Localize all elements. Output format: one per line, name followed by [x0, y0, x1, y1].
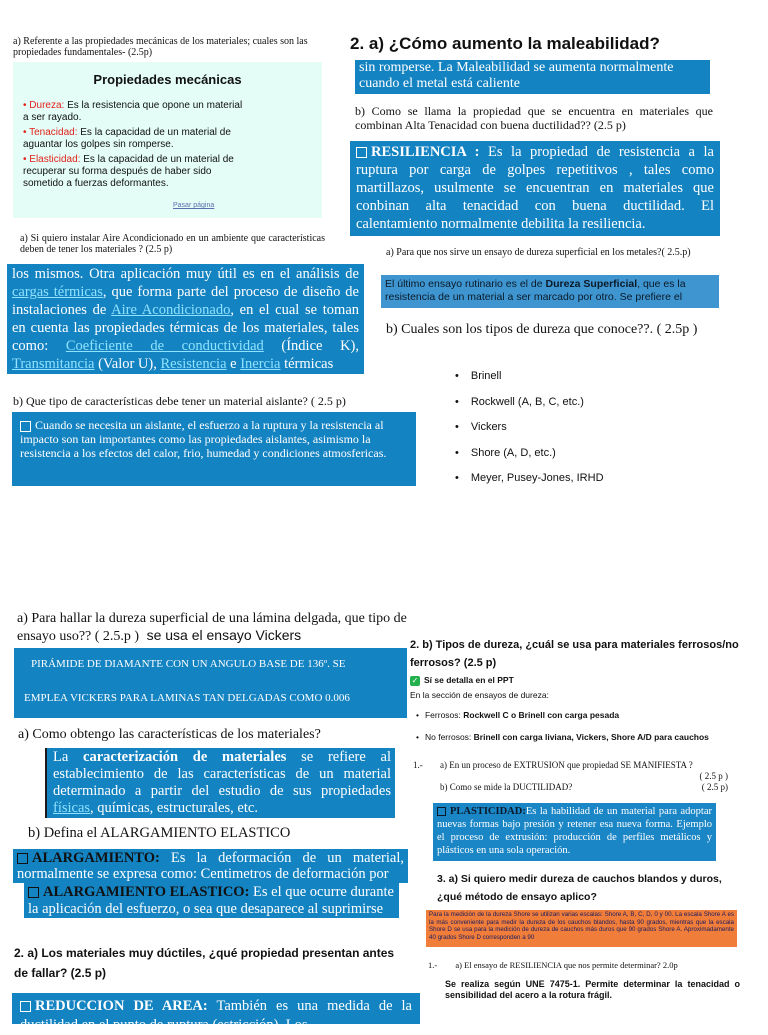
- slide-list: [23, 100, 248, 189]
- question-extrusion: [413, 760, 728, 800]
- item-label: Ferrosos:: [424, 709, 464, 720]
- question-alargamiento: b) Defina el ALARGAMIENTO ELASTICO: [28, 825, 291, 841]
- answer-reduccion-area: [12, 993, 420, 1033]
- checkbox-icon: [356, 147, 367, 158]
- answer-text: térmicas: [280, 356, 334, 372]
- answer-une-7475: [445, 979, 740, 1001]
- term-alargamiento-elastico: ALARGAMIENTO ELASTICO:: [43, 884, 250, 900]
- answer-caracterizacion: [45, 748, 395, 818]
- answer-text: los mismos. Otra aplicación muy útil es en el análisis de: [12, 266, 359, 282]
- answer-text: se refiere al establecimiento de las características de un material determinado a partir del estudio de sus propiedades: [53, 749, 391, 799]
- heading-maleabilidad: 2. a) ¿Cómo aumento la maleabilidad?: [350, 34, 660, 53]
- term-dureza: Dureza:: [29, 100, 65, 111]
- term-elasticidad: Elasticidad:: [29, 154, 81, 166]
- link-cargas-termicas[interactable]: cargas térmicas: [12, 284, 103, 300]
- checkbox-icon: [437, 807, 446, 816]
- list-item: • Shore (A, D, etc.): [455, 446, 556, 459]
- link-inercia[interactable]: Inercia: [240, 356, 281, 372]
- question-caracteristicas: a) Como obtengo las características de los materiales?: [18, 727, 321, 742]
- question-text: b) Como se llama la propiedad que se encuentra en materiales que combinan Alta Tenacidad con buena ductilidad?? (2.5 p): [355, 104, 713, 132]
- answer-dureza-superficial: [381, 275, 719, 308]
- question-text: a) Para hallar la dureza superficial de una lámina delgada, que tipo de ensayo uso?? ( 2.5.p ): [17, 611, 407, 644]
- question-text: a) Si quiero instalar Aire Acondicionado en un ambiente que características deben de tener los materiales ? (2.5 p): [20, 233, 325, 255]
- checkmark-icon: ✓: [411, 675, 419, 685]
- question-text: a) Referente a las propiedades mecánicas de los materiales; cuales son las propiedades fundamentales- (2.5p): [13, 36, 308, 58]
- checkbox-icon: [20, 1001, 31, 1012]
- answer-text: La: [53, 749, 84, 765]
- link-aire-acondicionado[interactable]: Aire Acondicionado: [111, 302, 231, 318]
- answer-text: sin romperse. La Maleabilidad se aumenta normalmente cuando el metal está caliente: [359, 60, 674, 91]
- question-text: a) El ensayo de RESILIENCIA que nos permite determinar? 2.0p: [455, 960, 678, 970]
- question-dureza-superficial: [386, 247, 716, 258]
- question-text: a) En un proceso de EXTRUSION que propiedad SE MANIFIESTA ?: [440, 760, 693, 770]
- term-reduccion-area: REDUCCION DE AREA:: [35, 998, 208, 1014]
- checkbox-icon: [17, 853, 28, 864]
- item-label: No ferrosos:: [424, 731, 474, 742]
- question-lamina-delgada: [17, 611, 447, 645]
- answer-text: (Índice K),: [263, 338, 360, 354]
- question-ensayo-resiliencia: [428, 960, 738, 970]
- term-resiliencia: RESILIENCIA :: [371, 144, 480, 160]
- ferrosos-section: [410, 675, 760, 742]
- answer-text: Es la habilidad de un material para adoptar nuevas formas bajo presión y retener esa nueva forma. Ejemplo el proceso de extrusión: producción de perfiles metálicos y plásticos en una sola operación.: [437, 806, 712, 856]
- list-item: • No ferrosos: Brinell con carga liviana, Vickers, Shore A/D para cauchos: [416, 731, 709, 742]
- slide-propiedades-mecanicas: [13, 62, 322, 218]
- list-item: • Rockwell (A, B, C, etc.): [455, 395, 584, 408]
- term-plasticidad: PLASTICIDAD:: [450, 806, 526, 817]
- term-tenacidad: Tenacidad:: [29, 127, 78, 139]
- term-text: Es la capacidad de un material de aguantar los golpes sin romperse.: [23, 127, 231, 150]
- term-text: Es la capacidad de un material de recuperar su forma después de haber sido sometido a fuerzas deformantes.: [23, 154, 234, 189]
- answer-text: (Valor U),: [94, 356, 161, 372]
- answer-line: PIRÁMIDE DE DIAMANTE CON UN ANGULO BASE DE 136º. SE: [31, 658, 346, 670]
- answer-text: Es la propiedad de resistencia a la ruptura por carga de golpes repetitivos , tales como martillazos, usulmente se encuentran en materiales que conbinan alta tenacidad con buena ductilidad. El calentamiento normalmente debilita la resiliencia.: [356, 144, 714, 232]
- answer-text: , en el cual se toman en cuenta las propiedades térmicas de los materiales, tales como:: [12, 302, 360, 354]
- list-item-text: Rockwell (A, B, C, etc.): [470, 395, 584, 408]
- answer-alargamiento-elastico: [24, 882, 399, 935]
- answer-text: Es la deformación de un material, normalmente se expresa como: Centimetros de deformación por: [17, 850, 404, 882]
- question-text: b) Como se mide la DUCTILIDAD?: [440, 782, 573, 792]
- heading-cauchos: [437, 870, 737, 906]
- answer-text: e: [226, 356, 241, 372]
- question-points: ( 2.5 p ): [699, 771, 728, 781]
- list-item-text: Brinell: [470, 370, 502, 382]
- item-value: Brinell con carga liviana, Vickers, Shore A/D para cauchos: [473, 731, 709, 742]
- question-number: 1.-: [428, 960, 438, 970]
- link-transmitancia[interactable]: Transmitancia: [12, 356, 95, 372]
- answer-text: Para la medición de la dureza Shore se utilizan varias escalas: Shore A, B, C, D, 0 y 00. La escala Shore A es la más conveniente para medir la dureza de los cauchos blandos, hasta 90 grados, mientras que la escala Shore D se usa para la medición de dureza de cauchos más duros que 90 grados Shore A. Aproximadamente 40 grados Shore D corresponden a 90: [429, 911, 734, 941]
- answer-text: También es una medida de la ductilidad en el punto de ruptura (estricción). Los: [20, 998, 412, 1033]
- list-item: • Tenacidad: Es la capacidad de un material de aguantar los golpes sin romperse.: [23, 127, 231, 150]
- question-points: ( 2.5 p): [701, 782, 728, 792]
- link-coeficiente[interactable]: Coeficiente de conductividad: [65, 338, 264, 354]
- heading-text: 3. a) Si quiero medir dureza de cauchos blandos y duros, ¿qué método de ensayo aplico?: [437, 873, 722, 903]
- heading-text: 2. b) Tipos de dureza, ¿cuál se usa para materiales ferrosos/no ferrosos? (2.5 p): [410, 639, 739, 669]
- list-item-text: Meyer, Pusey-Jones, IRHD: [470, 472, 604, 484]
- answer-line: EMPLEA VICKERS PARA LAMINAS TAN DELGADAS COMO 0.006: [24, 692, 350, 704]
- pasar-pagina-link[interactable]: Pasar página: [173, 202, 215, 209]
- answer-text: , que es la resistencia de un material a ser marcado por otro. Se prefiere el: [385, 278, 686, 303]
- answer-alargamiento: [13, 849, 408, 883]
- answer-aislante: [12, 412, 416, 486]
- checkbox-icon: [28, 887, 39, 898]
- list-item: • Ferrosos: Rockwell C o Brinell con carga pesada: [416, 709, 620, 720]
- question-number: 1.-: [413, 760, 423, 770]
- answer-aire-acondicionado: [7, 264, 364, 374]
- answer-inline: se usa el ensayo Vickers: [146, 627, 302, 643]
- list-item: • Elasticidad: Es la capacidad de un material de recuperar su forma después de haber sido sometido a fuerzas deformantes.: [23, 154, 234, 189]
- heading-text: 2. a) Los materiales muy dúctiles, ¿qué propiedad presentan antes de fallar? (2.5 p): [14, 946, 395, 980]
- answer-vickers: [14, 648, 407, 718]
- answer-maleabilidad: [355, 60, 710, 94]
- heading-tipos-dureza-ferrosos: [410, 636, 750, 672]
- list-item-text: Shore (A, D, etc.): [470, 446, 556, 459]
- slide-title: Propiedades mecánicas: [93, 72, 242, 87]
- checkbox-icon: [20, 421, 31, 432]
- answer-text: El último ensayo rutinario es el de: [385, 278, 546, 290]
- check-line: [410, 675, 760, 686]
- question-tipos-dureza: b) Cuales son los tipos de dureza que conoce??. ( 2.5p ): [386, 322, 698, 337]
- answer-text: , químicas, estructurales, etc.: [90, 800, 258, 816]
- list-item: • Brinell: [455, 370, 502, 382]
- term-alargamiento: ALARGAMIENTO:: [32, 850, 160, 866]
- list-item-text: Vickers: [470, 421, 507, 433]
- question-text: a) Para que nos sirve un ensayo de dureza superficial en los metales?( 2.5.p): [386, 247, 691, 258]
- dureza-types-list: [455, 370, 604, 498]
- term-caracterizacion: caracterización de materiales: [83, 749, 287, 765]
- term-text: Es la resistencia que opone un material a ser rayado.: [23, 100, 243, 123]
- heading-ductiles: [14, 943, 404, 983]
- answer-plasticidad: [433, 803, 716, 861]
- question-aislante: b) Que tipo de características debe tener un material aislante? ( 2.5 p): [13, 394, 346, 408]
- list-item: • Vickers: [455, 421, 507, 433]
- item-value: Rockwell C o Brinell con carga pesada: [463, 709, 620, 720]
- intro-text: En la sección de ensayos de dureza:: [410, 689, 549, 700]
- list-item: • Dureza: Es la resistencia que opone un material a ser rayado.: [23, 100, 243, 123]
- question-aire-acondicionado: [20, 233, 325, 255]
- link-fisicas[interactable]: físicas: [53, 800, 91, 816]
- answer-text: Es el que ocurre durante la aplicación del esfuerzo, o sea que desaparece al suprimirse éste.: [28, 884, 394, 934]
- answer-text: , que forma parte del proceso de diseño de instalaciones de: [12, 284, 359, 318]
- list-item: • Meyer, Pusey-Jones, IRHD: [455, 472, 604, 484]
- check-text: Sí se detalla en el PPT: [424, 675, 514, 685]
- link-resistencia[interactable]: Resistencia: [160, 356, 227, 372]
- answer-resiliencia: [350, 141, 720, 236]
- term-dureza-superficial: Dureza Superficial: [545, 278, 638, 290]
- question-resiliencia: [355, 104, 713, 132]
- answer-text: Cuando se necesita un aislante, el esfuerzo a la ruptura y la resistencia al impacto son tan importantes como las propiedades aislantes, asimismo la resistencia a los efectos del calor, frio, humedad y condiciones atmosfericas.: [20, 418, 387, 460]
- answer-text: Se realiza según UNE 7475-1. Permite determinar la tenacidad o sensibilidad del acero a la rotura frágil.: [445, 979, 740, 1000]
- question-propiedades: [13, 36, 318, 58]
- answer-shore: [426, 910, 737, 947]
